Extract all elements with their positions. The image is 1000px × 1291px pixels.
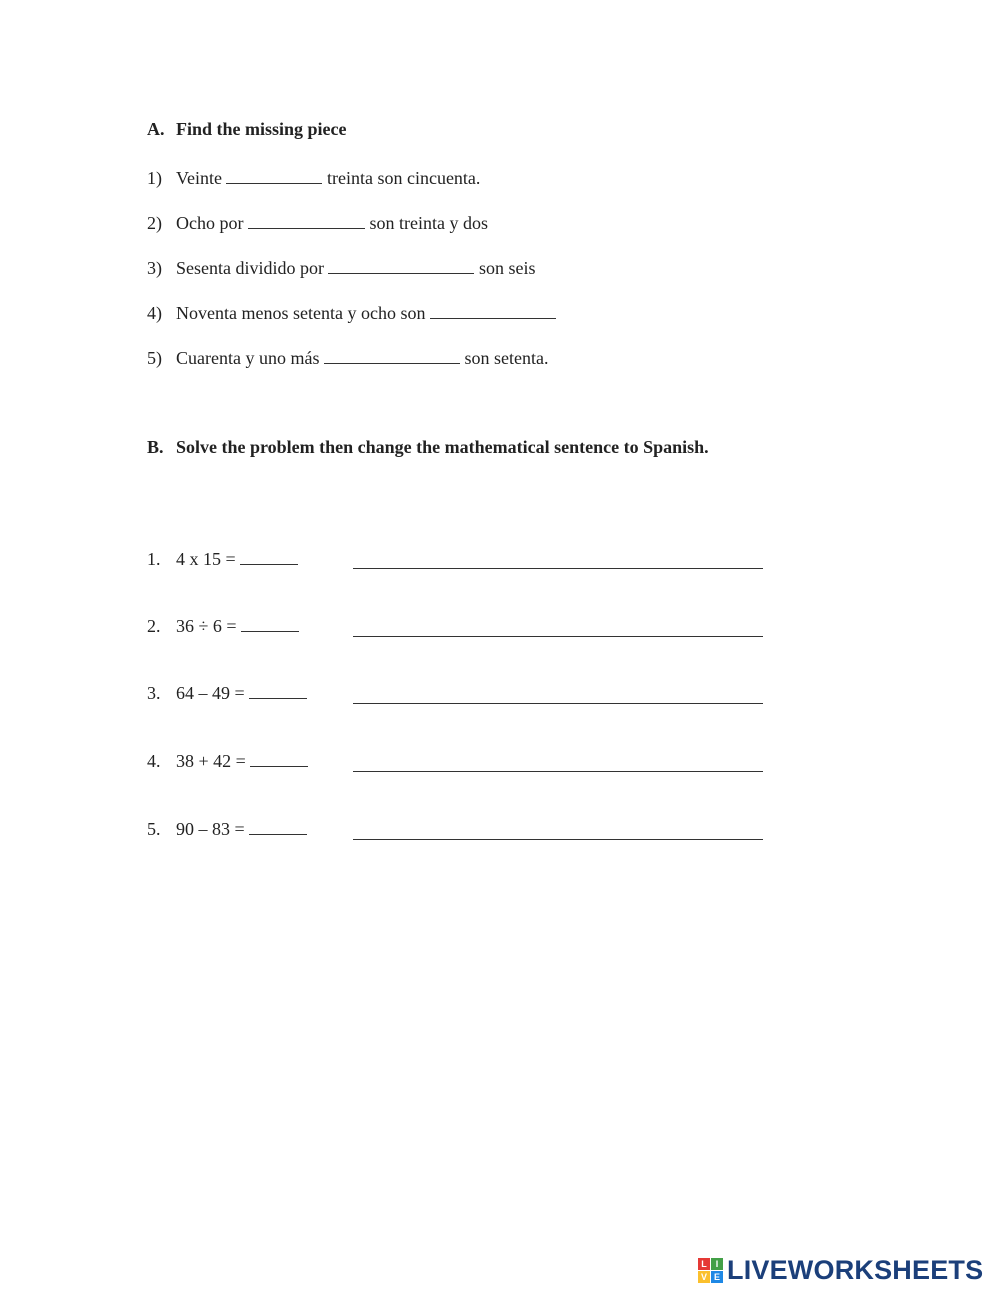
- answer-blank-b2[interactable]: [241, 615, 299, 632]
- question-a3: [147, 257, 536, 279]
- section-b-letter: B.: [147, 437, 164, 457]
- question-number: 3): [147, 258, 162, 278]
- question-text-before: Noventa menos setenta y ocho son: [176, 303, 426, 323]
- section-b-heading: [147, 437, 709, 458]
- question-text-before: Ocho por: [176, 213, 244, 233]
- problem-number: 2.: [147, 616, 161, 636]
- problem-number: 4.: [147, 751, 161, 771]
- logo-block: V: [698, 1271, 710, 1283]
- question-text-before: Veinte: [176, 168, 222, 188]
- section-a-letter: A.: [147, 119, 165, 139]
- answer-blank-a5[interactable]: [324, 347, 460, 364]
- question-text-after: son setenta.: [464, 348, 549, 368]
- answer-blank-b4[interactable]: [250, 750, 308, 767]
- problem-b2: [147, 615, 299, 637]
- question-number: 5): [147, 348, 162, 368]
- spanish-sentence-line-b1[interactable]: [353, 552, 763, 569]
- answer-blank-b3[interactable]: [249, 682, 307, 699]
- question-text-after: treinta son cincuenta.: [326, 168, 481, 188]
- spanish-sentence-line-b5[interactable]: [353, 823, 763, 840]
- problem-b5: [147, 818, 307, 840]
- logo-blocks-icon: [698, 1258, 723, 1283]
- spanish-sentence-line-b4[interactable]: [353, 755, 763, 772]
- section-a-heading: [147, 119, 347, 140]
- question-a1: [147, 167, 480, 189]
- logo-block: L: [698, 1258, 710, 1270]
- problem-expression: 4 x 15 =: [176, 549, 236, 569]
- answer-blank-a3[interactable]: [328, 257, 474, 274]
- problem-number: 5.: [147, 819, 161, 839]
- question-number: 1): [147, 168, 162, 188]
- question-text-after: son treinta y dos: [369, 213, 488, 233]
- problem-b1: [147, 548, 298, 570]
- problem-expression: 38 + 42 =: [176, 751, 246, 771]
- section-b-title: Solve the problem then change the mathematical sentence to Spanish.: [176, 437, 709, 457]
- problem-expression: 90 – 83 =: [176, 819, 245, 839]
- problem-number: 1.: [147, 549, 161, 569]
- question-number: 2): [147, 213, 162, 233]
- problem-expression: 64 – 49 =: [176, 683, 245, 703]
- answer-blank-a4[interactable]: [430, 302, 556, 319]
- problem-b3: [147, 682, 307, 704]
- problem-b4: [147, 750, 308, 772]
- answer-blank-b1[interactable]: [240, 548, 298, 565]
- spanish-sentence-line-b2[interactable]: [353, 620, 763, 637]
- logo-text: LIVEWORKSHEETS: [727, 1254, 984, 1285]
- question-a5: [147, 347, 548, 369]
- answer-blank-a2[interactable]: [248, 212, 365, 229]
- problem-expression: 36 ÷ 6 =: [176, 616, 237, 636]
- question-text-before: Cuarenta y uno más: [176, 348, 320, 368]
- answer-blank-a1[interactable]: [226, 167, 322, 184]
- question-a2: [147, 212, 488, 234]
- answer-blank-b5[interactable]: [249, 818, 307, 835]
- spanish-sentence-line-b3[interactable]: [353, 687, 763, 704]
- liveworksheets-logo: [698, 1255, 983, 1285]
- problem-number: 3.: [147, 683, 161, 703]
- question-text-after: son seis: [478, 258, 536, 278]
- question-number: 4): [147, 303, 162, 323]
- question-a4: [147, 302, 556, 324]
- section-a-title: Find the missing piece: [176, 119, 347, 139]
- question-text-before: Sesenta dividido por: [176, 258, 324, 278]
- logo-block: I: [711, 1258, 723, 1270]
- logo-block: E: [711, 1271, 723, 1283]
